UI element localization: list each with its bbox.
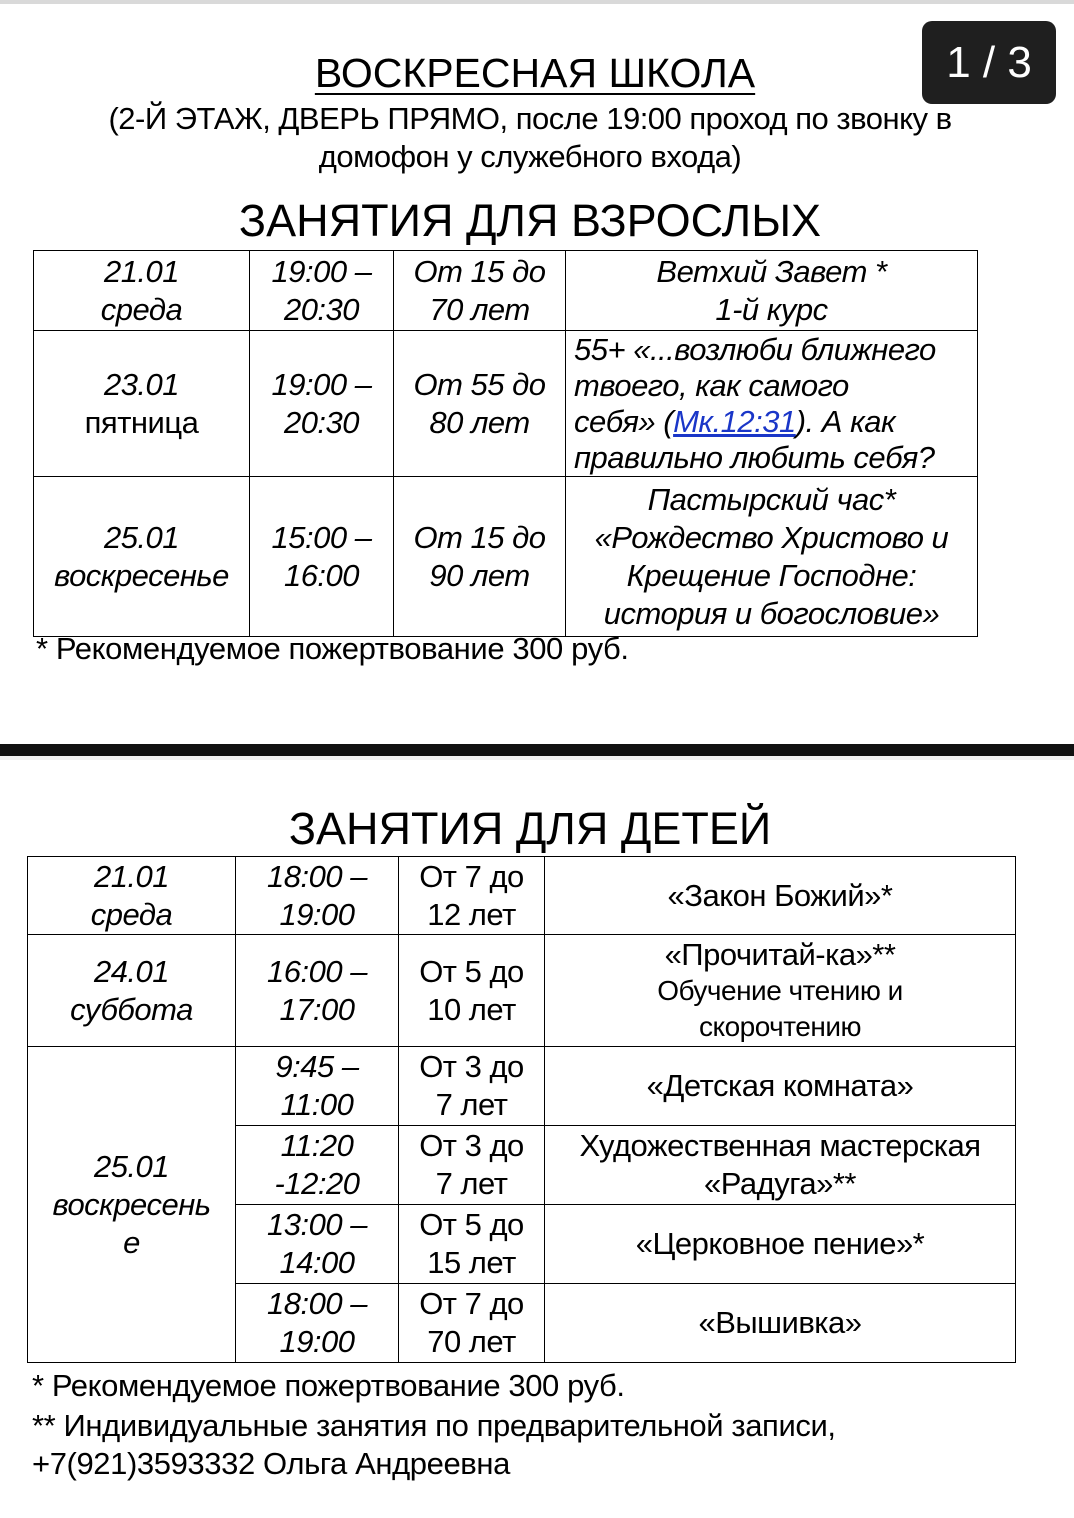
date-cell: 25.01 воскресенье (34, 477, 250, 637)
adults-heading: ЗАНЯТИЯ ДЛЯ ВЗРОСЛЫХ (238, 195, 822, 246)
kids-schedule-table (27, 856, 1016, 1363)
age-cell: От 5 до 15 лет (399, 1205, 545, 1284)
kids-individual-note: ** Индивидуальные занятия по предварительной записи, (32, 1408, 836, 1443)
date-cell: 21.01 среда (34, 251, 250, 331)
date-cell: 24.01 суббота (28, 935, 236, 1047)
time-cell: 11:20 -12:20 (236, 1126, 399, 1205)
time-cell: 19:00 – 20:30 (250, 331, 394, 477)
date-cell: 23.01 пятница (34, 331, 250, 477)
scripture-link[interactable]: Мк.12:31 (673, 403, 796, 439)
age-cell: От 5 до 10 лет (399, 935, 545, 1047)
page-counter-badge: 1 / 3 (922, 21, 1056, 104)
time-cell: 18:00 – 19:00 (236, 1284, 399, 1363)
course-cell: «Церковное пение»* (545, 1205, 1016, 1284)
time-cell: 16:00 – 17:00 (236, 935, 399, 1047)
time-cell: 19:00 – 20:30 (250, 251, 394, 331)
adults-donation-note: * Рекомендуемое пожертвование 300 руб. (36, 631, 629, 666)
date-cell: 21.01 среда (28, 857, 236, 935)
course-cell: 55+ «...возлюби ближнего твоего, как самого себя» (Мк.12:31). А как правильно любить себя? (566, 331, 978, 477)
table-row (28, 857, 1016, 935)
age-cell: От 15 до 90 лет (394, 477, 566, 637)
top-border (0, 0, 1074, 4)
age-cell: От 15 до 70 лет (394, 251, 566, 331)
course-cell: «Закон Божий»* (545, 857, 1016, 935)
date-cell: 25.01 воскресень е (28, 1047, 236, 1363)
course-cell: «Детская комната» (545, 1047, 1016, 1126)
age-cell: От 7 до 70 лет (399, 1284, 545, 1363)
adults-schedule-table (33, 250, 978, 637)
table-row (34, 331, 978, 477)
course-cell: «Вышивка» (545, 1284, 1016, 1363)
table-row (28, 935, 1016, 1047)
course-cell: Ветхий Завет * 1-й курс (566, 251, 978, 331)
kids-donation-note: * Рекомендуемое пожертвование 300 руб. (32, 1368, 625, 1403)
page-subtitle (60, 100, 1000, 176)
kids-contact-phone: +7(921)3593332 Ольга Андреевна (32, 1446, 510, 1481)
age-cell: От 55 до 80 лет (394, 331, 566, 477)
time-cell: 15:00 – 16:00 (250, 477, 394, 637)
course-cell: Пастырский час* «Рождество Христово и Крещение Господне: история и богословие» (566, 477, 978, 637)
table-row (34, 477, 978, 637)
age-cell: От 3 до 7 лет (399, 1126, 545, 1205)
page-title: ВОСКРЕСНАЯ ШКОЛА (314, 50, 756, 96)
age-cell: От 7 до 12 лет (399, 857, 545, 935)
kids-heading: ЗАНЯТИЯ ДЛЯ ДЕТЕЙ (288, 803, 772, 854)
time-cell: 18:00 – 19:00 (236, 857, 399, 935)
page-separator (0, 744, 1074, 756)
table-row (34, 251, 978, 331)
course-cell: Художественная мастерская «Радуга»** (545, 1126, 1016, 1205)
subtitle-line: (2-Й ЭТАЖ, ДВЕРЬ ПРЯМО, после 19:00 проход по звонку в (108, 101, 952, 136)
course-cell: «Прочитай-ка»** Обучение чтению и скорочтению (545, 935, 1016, 1047)
subtitle-line: домофон у служебного входа) (318, 139, 742, 174)
page-separator-shadow (0, 756, 1074, 760)
age-cell: От 3 до 7 лет (399, 1047, 545, 1126)
table-row (28, 1047, 1016, 1126)
time-cell: 9:45 – 11:00 (236, 1047, 399, 1126)
time-cell: 13:00 – 14:00 (236, 1205, 399, 1284)
